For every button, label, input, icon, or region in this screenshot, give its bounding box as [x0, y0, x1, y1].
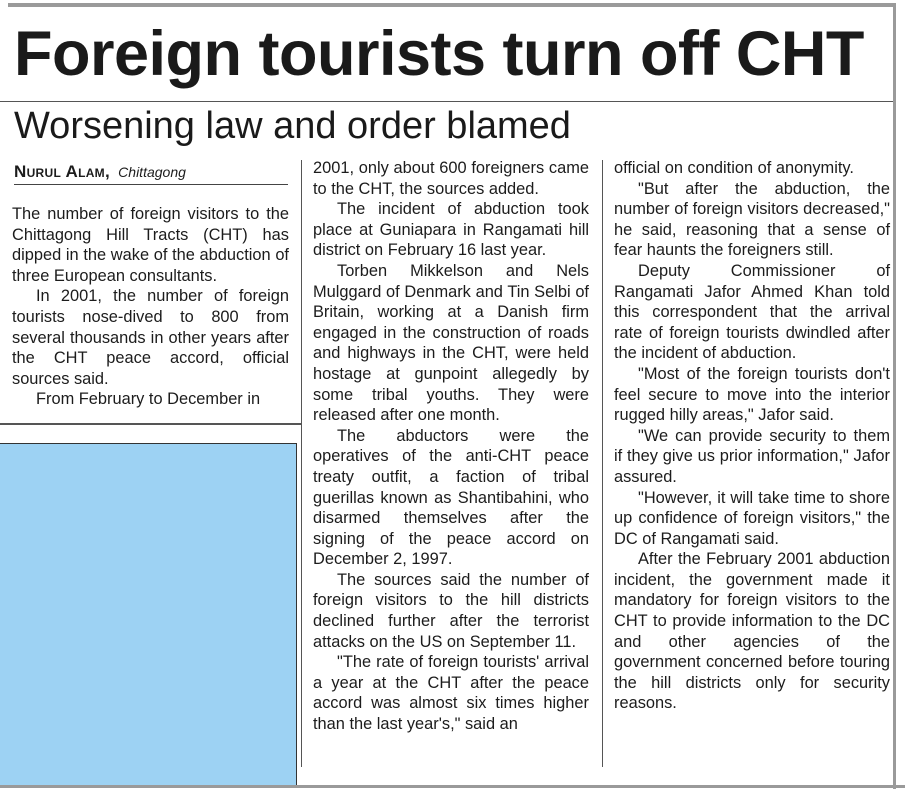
headline: Foreign tourists turn off CHT	[14, 19, 864, 89]
column-divider	[602, 160, 603, 767]
paragraph: The incident of abduction took place at Guniapara in Rangamati hill district on February 16 last year.	[313, 200, 589, 260]
paragraph: The abductors were the operatives of the anti-CHT peace treaty outfit, a faction of tribal guerillas known as Shantibahini, who disarmed themselves after the signing of the peace accord on December 2, 1997.	[313, 426, 589, 569]
byline-author: Nurul Alam,	[14, 162, 110, 181]
paragraph: "However, it will take time to shore up confidence of foreign visitors," the DC of Rangamati said.	[614, 488, 890, 548]
article-column-2	[313, 158, 589, 735]
paragraph: "Most of the foreign tourists don't feel secure to move into the interior rugged hilly areas," Jafor said.	[614, 364, 890, 425]
paragraph: From February to December in	[36, 390, 261, 409]
paragraph: 2001, only about 600 foreigners came to the CHT, the sources added.	[313, 159, 589, 198]
photo-placeholder	[0, 443, 297, 785]
column-divider	[301, 160, 302, 423]
paragraph: official on condition of anonymity.	[614, 159, 854, 177]
article-column-1	[12, 204, 289, 410]
paragraph: "But after the abduction, the number of foreign visitors decreased," he said, reasoning that a sense of fear haunts the foreigners still.	[614, 179, 890, 260]
paragraph: After the February 2001 abduction incident, the government made it mandatory for foreign visitors to the CHT to provide information to the DC and other agencies of the government concerned before touring the hill districts only for security reasons.	[614, 550, 890, 713]
top-border-rule	[8, 3, 895, 7]
byline	[14, 162, 288, 185]
paragraph: "We can provide security to them if they give us prior information," Jafor assured.	[614, 426, 890, 486]
paragraph: Torben Mikkelson and Nels Mulggard of Denmark and Tin Selbi of Britain, working at a Danish firm engaged in the construction of roads and highways in the CHT, were held hostage at gunpoint allegedly by some tribal youths. They were released after one month.	[313, 261, 589, 425]
article-column-3	[614, 158, 890, 714]
paragraph: "The rate of foreign tourists' arrival a year at the CHT after the peace accord was almost six times higher than the last year's," said an	[313, 653, 589, 734]
paragraph: In 2001, the number of foreign tourists nose-dived to 800 from several thousands in other years after the CHT peace accord, official sources said.	[12, 287, 289, 388]
headline-divider	[0, 101, 893, 102]
column-divider	[301, 423, 302, 767]
subheadline: Worsening law and order blamed	[14, 105, 571, 147]
bottom-border-rule	[0, 785, 905, 788]
paragraph: The sources said the number of foreign visitors to the hill districts declined further after the terrorist attacks on the US on September 11.	[313, 570, 589, 651]
right-border-rule	[893, 3, 896, 789]
byline-location: Chittagong	[118, 164, 186, 180]
paragraph: The number of foreign visitors to the Chittagong Hill Tracts (CHT) has dipped in the wake of the abduction of three European consultants.	[12, 205, 289, 285]
paragraph: Deputy Commissioner of Rangamati Jafor Ahmed Khan told this correspondent that the arrival rate of foreign tourists dwindled after the incident of abduction.	[614, 261, 890, 363]
photo-top-rule	[0, 423, 301, 425]
